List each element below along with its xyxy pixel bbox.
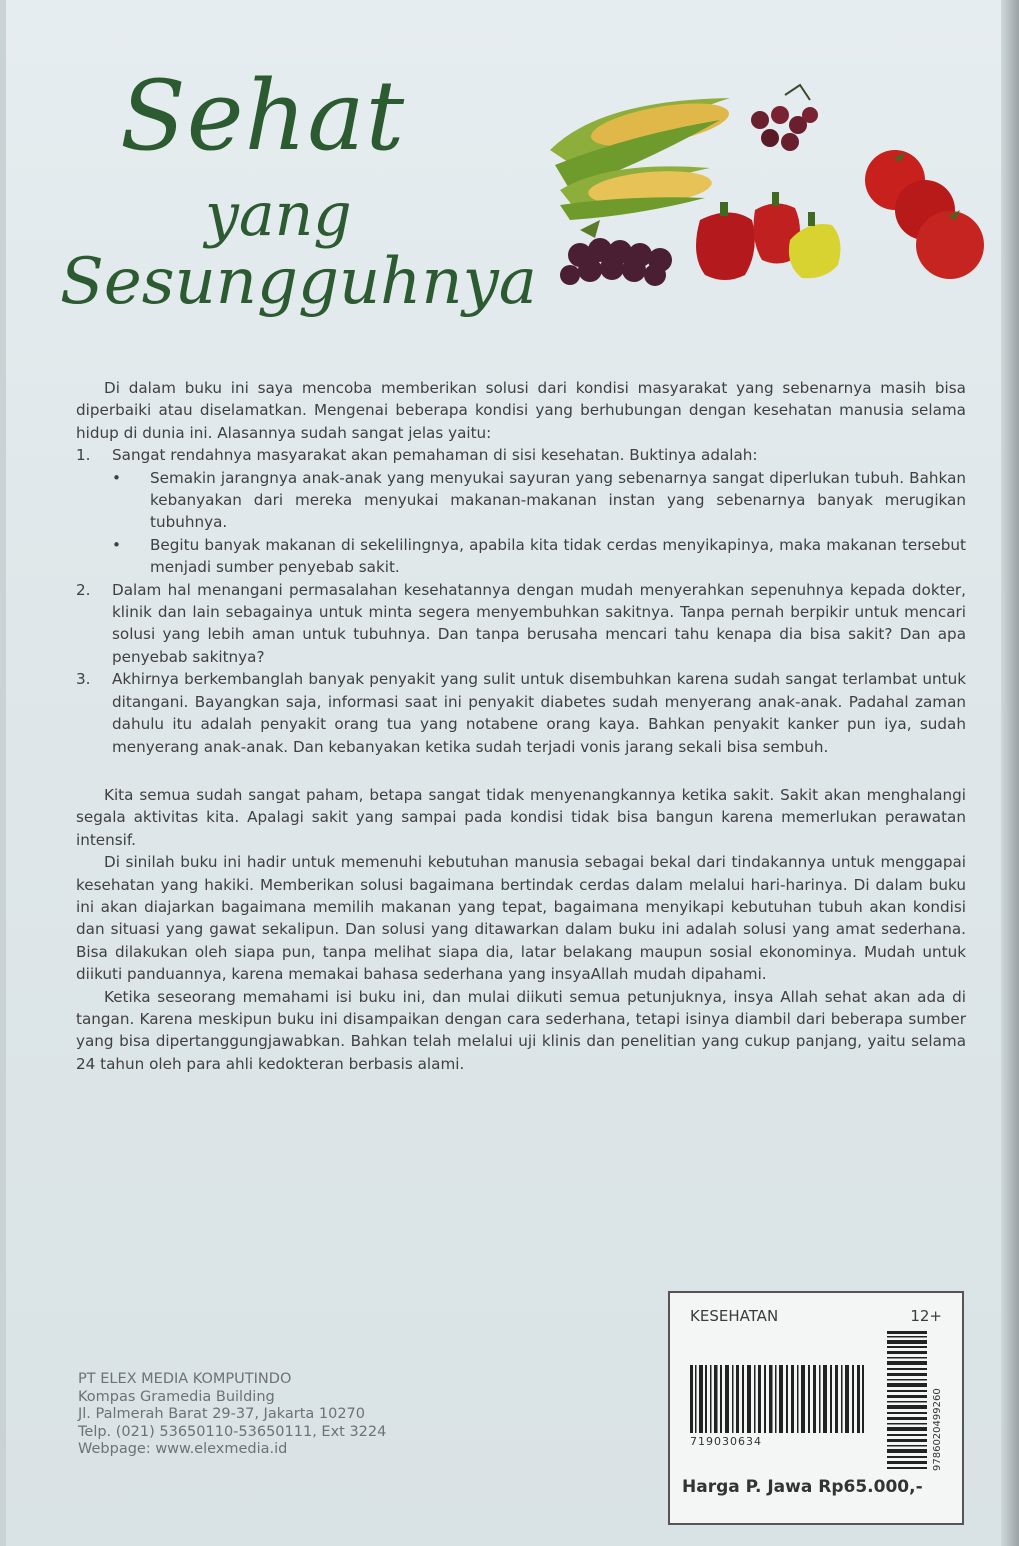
numbered-list bbox=[76, 444, 966, 758]
publisher-phone: Telp. (021) 53650110-53650111, Ext 3224 bbox=[78, 1423, 387, 1440]
bullet-text: Begitu banyak makanan di sekelilingnya, apabila kita tidak cerdas menyikapinya, maka makanan tersebut menjadi sumber penyebab sakit. bbox=[150, 535, 966, 577]
body-paragraph: Kita semua sudah sangat paham, betapa sangat tidak menyenangkannya ketika sakit. Sakit akan menghalangi segala aktivitas kita. Apalagi sakit yang sampai pada kondisi tidak bisa bangun karena memerlukan perawatan intensif. bbox=[76, 785, 966, 849]
intro-paragraph: Di dalam buku ini saya mencoba memberikan solusi dari kondisi masyarakat yang sebenarnya masih bisa diperbaiki atau diselamatkan. Mengenai beberapa kondisi yang berhubungan dengan kesehatan manusia selama hidup di dunia ini. Alasannya sudah sangat jelas yaitu: bbox=[76, 379, 966, 442]
bullet-item bbox=[112, 534, 966, 579]
list-number: 2. bbox=[76, 580, 91, 599]
tomato-icon bbox=[865, 150, 984, 279]
publisher-building: Kompas Gramedia Building bbox=[78, 1388, 275, 1405]
red-pepper-icon bbox=[696, 192, 800, 280]
vegetables-illustration bbox=[540, 80, 990, 310]
publisher-info bbox=[78, 1371, 386, 1459]
list-item bbox=[76, 579, 966, 669]
book-title bbox=[60, 40, 537, 350]
body-paragraph: Di sinilah buku ini hadir untuk memenuhi kebutuhan manusia sebagai bekal dari tindakannya untuk menggapai kesehatan yang hakiki. Memberikan solusi bagaimana bertindak cerdas dalam melalui hari-harinya. Di dalam buku ini akan diajarkan bagaimana memilih makanan yang tepat, bagaimana menyikapi kebutuhan tubuh akan kondisi dan situasi yang gawat sekalipun. Dan solusi yang ditawarkan dalam buku ini adalah solusi yang amat sederhana. Bisa dilakukan oleh siapa pun, tanpa melihat siapa dia, latar belakang maupun sosial ekonominya. Mudah untuk diikuti panduannya, karena memakai bahasa sederhana yang insyaAllah mudah dipahami. bbox=[76, 853, 966, 984]
body-paragraph: Ketika seseorang memahami isi buku ini, dan mulai diikuti semua petunjuknya, insya Allah sehat akan ada di tangan. Karena meskipun buku ini disampaikan dengan cara sederhana, tetapi isinya diambil dari beberapa sumber yang bisa dipertanggungjawabkan. Bahkan telah melalui uji klinis dan penelitian yang cukup panjang, yaitu selama 24 tahun oleh para ahli kedokteran berbasis alami. bbox=[76, 987, 966, 1073]
barcode-panel bbox=[668, 1291, 964, 1525]
price-label: Harga P. Jawa Rp65.000,- bbox=[682, 1477, 923, 1497]
publisher-address: Jl. Palmerah Barat 29-37, Jakarta 10270 bbox=[78, 1406, 366, 1422]
title-line-2: yang bbox=[205, 180, 352, 250]
cover-left-edge bbox=[0, 0, 6, 1546]
cherries-icon bbox=[751, 85, 818, 151]
bullet-icon: • bbox=[112, 468, 121, 487]
title-line-3: Sesungguhnya bbox=[60, 245, 537, 319]
isbn-number: 9786020499260 bbox=[932, 1388, 943, 1471]
category-label: KESEHATAN bbox=[690, 1307, 779, 1325]
publisher-name: PT ELEX MEDIA KOMPUTINDO bbox=[78, 1371, 292, 1387]
bullet-icon: • bbox=[112, 535, 121, 554]
isbn-barcode-icon bbox=[887, 1331, 935, 1471]
age-rating: 12+ bbox=[910, 1307, 942, 1325]
bullet-list bbox=[112, 467, 966, 579]
list-item bbox=[76, 668, 966, 758]
list-item bbox=[76, 444, 966, 578]
cover-right-edge bbox=[1001, 0, 1019, 1546]
grapes-icon bbox=[560, 220, 672, 286]
barcode-number: 719030634 bbox=[690, 1435, 762, 1448]
publisher-web: Webpage: www.elexmedia.id bbox=[78, 1441, 288, 1457]
list-number: 1. bbox=[76, 446, 91, 465]
list-item-text: Sangat rendahnya masyarakat akan pemahaman di sisi kesehatan. Buktinya adalah: bbox=[112, 446, 758, 465]
bullet-item bbox=[112, 467, 966, 534]
list-item-text: Akhirnya berkembanglah banyak penyakit yang sulit untuk disembuhkan karena sudah sangat terlambat untuk ditangani. Bayangkan saja, informasi saat ini penyakit diabetes sudah menyerang anak-anak. Padahal zaman dahulu itu adalah penyakit orang tua yang notabene orang kaya. Bahkan penyakit kanker pun iya, sudah menyerang anak-anak. Dan kebanyakan ketika sudah terjadi vonis jarang sekali bisa sembuh. bbox=[112, 670, 966, 756]
title-line-1: Sehat bbox=[120, 60, 406, 172]
back-cover-text bbox=[76, 377, 966, 1075]
bullet-text: Semakin jarangnya anak-anak yang menyukai sayuran yang sebenarnya sangat diperlukan tubuh. Bahkan kebanyakan dari mereka menyukai makanan-makanan instan yang sebenarnya banyak merugikan tubuhnya. bbox=[150, 468, 966, 532]
barcode-icon bbox=[690, 1365, 865, 1433]
list-number: 3. bbox=[76, 670, 91, 689]
list-item-text: Dalam hal menangani permasalahan kesehatannya dengan mudah menyerahkan sepenuhnya kepada dokter, klinik dan lain sebagainya untuk minta segera menyembuhkan sakitnya. Tanpa pernah berpikir untuk mencari solusi yang lebih aman untuk tubuhnya. Dan tanpa berusaha mencari tahu kenapa dia bisa sakit? Dan apa penyebab sakitnya? bbox=[112, 580, 966, 666]
